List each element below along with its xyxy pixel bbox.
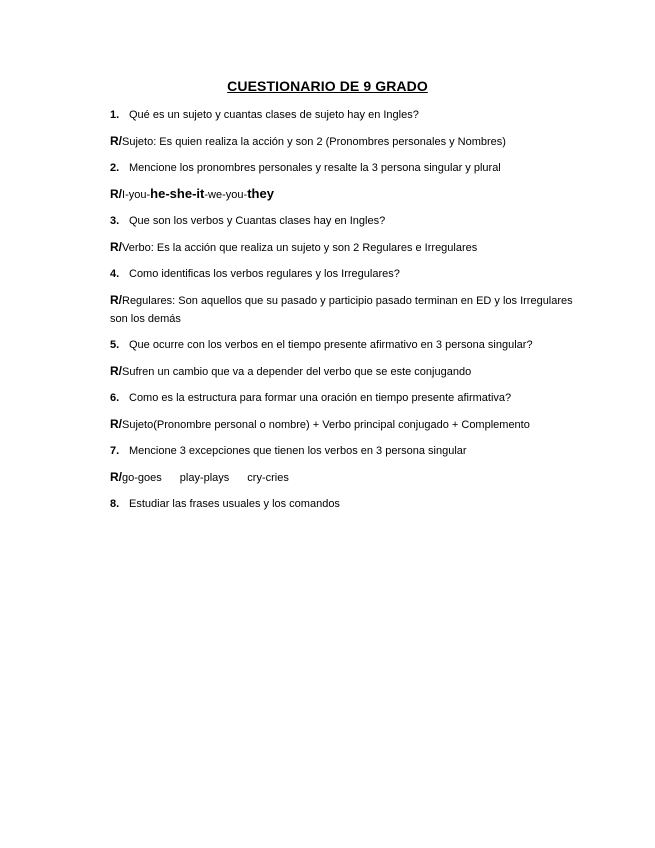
pronoun: we: [208, 189, 223, 201]
answer-text: Sufren un cambio que va a depender del verbo que se este conjugando: [122, 366, 472, 378]
answer-text: Verbo: Es la acción que realiza un sujeto y son 2 Regulares e Irregulares: [122, 242, 478, 254]
question-4: [110, 265, 580, 283]
question-text: Mencione 3 excepciones que tienen los verbos en 3 persona singular: [129, 445, 467, 457]
answer-5: [110, 362, 580, 381]
question-2: [110, 159, 580, 177]
pronoun: I: [122, 189, 126, 201]
pronoun-highlighted: it: [196, 186, 205, 201]
question-number: 1.: [110, 109, 120, 121]
question-text: Qué es un sujeto y cuantas clases de sujeto hay en Ingles?: [129, 109, 419, 121]
question-8: [110, 495, 580, 513]
pronoun: you: [225, 189, 244, 201]
question-number: 5.: [110, 339, 120, 351]
question-number: 4.: [110, 268, 120, 280]
pronoun: you: [128, 189, 147, 201]
question-number: 8.: [110, 498, 120, 510]
answer-text: Sujeto(Pronombre personal o nombre) + Verbo principal conjugado + Complemento: [122, 419, 530, 431]
answer-2: R/I-you-he-she-it-we-you-they: [110, 186, 274, 201]
answer-7: [110, 468, 580, 487]
questionnaire: [110, 106, 580, 521]
exception-item: go-goes: [122, 472, 162, 484]
answer-4: [110, 291, 580, 328]
answer-3: [110, 238, 580, 257]
question-text: Que ocurre con los verbos en el tiempo presente afirmativo en 3 persona singular?: [129, 339, 533, 351]
question-3: [110, 212, 580, 230]
question-text: Estudiar las frases usuales y los comandos: [129, 498, 340, 510]
question-number: 6.: [110, 392, 120, 404]
answer-text: Sujeto: Es quien realiza la acción y son 2 (Pronombres personales y Nombres): [122, 136, 506, 148]
question-7: [110, 442, 580, 460]
answer-label: R/: [110, 293, 122, 307]
question-number: 3.: [110, 215, 120, 227]
pronoun-highlighted: she: [169, 186, 193, 201]
exception-item: play-plays: [179, 472, 230, 484]
exception-item: cry-cries: [247, 472, 289, 484]
question-text: Como identificas los verbos regulares y los Irregulares?: [129, 268, 400, 280]
question-text: Que son los verbos y Cuantas clases hay en Ingles?: [129, 215, 386, 227]
answer-label: R/: [110, 134, 122, 148]
question-number: 7.: [110, 445, 120, 457]
answer-label: R/: [110, 470, 122, 484]
answer-text: Regulares: Son aquellos que su pasado y participio pasado terminan en ED y los Irregulares son los demás: [110, 295, 573, 325]
answer-label: R/: [110, 417, 122, 431]
pronoun-highlighted: they: [247, 186, 274, 201]
page-title: CUESTIONARIO DE 9 GRADO: [227, 78, 428, 94]
question-number: 2.: [110, 162, 120, 174]
question-6: [110, 389, 580, 407]
answer-6: [110, 415, 580, 434]
question-text: Mencione los pronombres personales y resalte la 3 persona singular y plural: [129, 162, 501, 174]
answer-label: R/: [110, 187, 122, 201]
question-5: [110, 336, 580, 354]
pronoun-highlighted: he: [150, 186, 166, 201]
answer-1: [110, 132, 580, 151]
question-1: [110, 106, 580, 124]
answer-label: R/: [110, 240, 122, 254]
answer-label: R/: [110, 364, 122, 378]
question-text: Como es la estructura para formar una oración en tiempo presente afirmativa?: [129, 392, 512, 404]
